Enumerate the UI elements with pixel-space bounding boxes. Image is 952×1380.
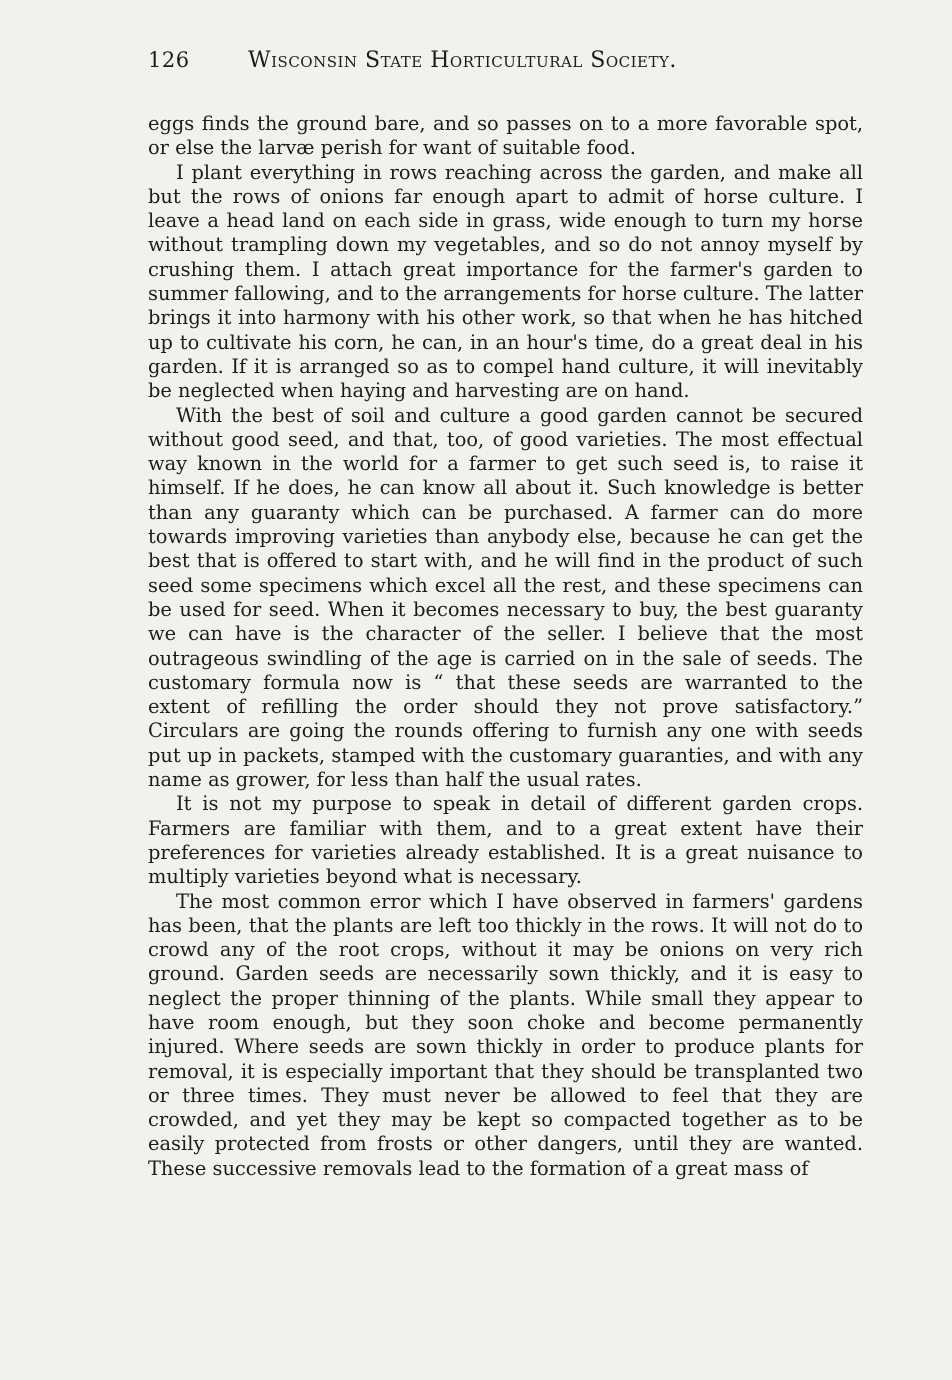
running-title: Wisconsin State Horticultural Society. <box>248 48 677 73</box>
paragraph-common-error: The most common error which I have observed in farmers' gardens has been, that the plants are left too thickly in the rows. It will not do to crowd any of the root crops, without it may be onions on very rich ground. Garden seeds are necessarily sown thickly, and it is easy to neglect the proper thinning of the plants. While small they appear to have room enough, but they soon choke and become permanently injured. Where seeds are sown thickly in order to produce plants for removal, it is especially important that they should be transplanted two or three times. They must never be allowed to feel that they are crowded, and yet they may be kept so compacted together as to be easily protected from frosts or other dangers, until they are wanted. These successive removals lead to the formation of a great mass of <box>148 889 863 1180</box>
page-number: 126 <box>148 48 190 72</box>
page-header <box>148 48 863 88</box>
paragraph-garden-crops: It is not my purpose to speak in detail of different garden crops. Farmers are familiar with them, and to a great extent have their preferences for varieties already established. It is a great nuisance to multiply varieties beyond what is necessary. <box>148 792 863 889</box>
paragraph-good-seed: With the best of soil and culture a good garden cannot be secured without good seed, and that, too, of good varieties. The most effectual way known in the world for a farmer to get such seed is, to raise it himself. If he does, he can know all about it. Such knowledge is better than any guaranty which can be purchased. A farmer can do more towards improving varieties than anybody else, because he can get the best that is offered to start with, and he will find in the product of such seed some specimens which excel all the rest, and these specimens can be used for seed. When it becomes necessary to buy, the best guaranty we can have is the character of the seller. I believe that the most outrageous swindling of the age is carried on in the sale of seeds. The customary formula now is “ that these seeds are warranted to the extent of refilling the order should they not prove satisfactory.” Circulars are going the rounds offering to furnish any one with seeds put up in packets, stamped with the customary guaranties, and with any name as grower, for less than half the usual rates. <box>148 403 863 792</box>
paragraph-continued: eggs finds the ground bare, and so passes on to a more favorable spot, or else the larvæ perish for want of suitable food. <box>148 112 863 160</box>
book-page <box>148 48 863 1181</box>
body-text <box>148 112 863 1181</box>
paragraph-horse-culture: I plant everything in rows reaching across the garden, and make all but the rows of onions far enough apart to admit of horse culture. I leave a head land on each side in grass, wide enough to turn my horse without trampling down my vegetables, and so do not annoy myself by crushing them. I attach great importance for the farmer's garden to summer fallowing, and to the arrangements for horse culture. The latter brings it into harmony with his other work, so that when he has hitched up to cultivate his corn, he can, in an hour's time, do a great deal in his garden. If it is arranged so as to compel hand culture, it will inevitably be neglected when haying and harvesting are on hand. <box>148 160 863 403</box>
